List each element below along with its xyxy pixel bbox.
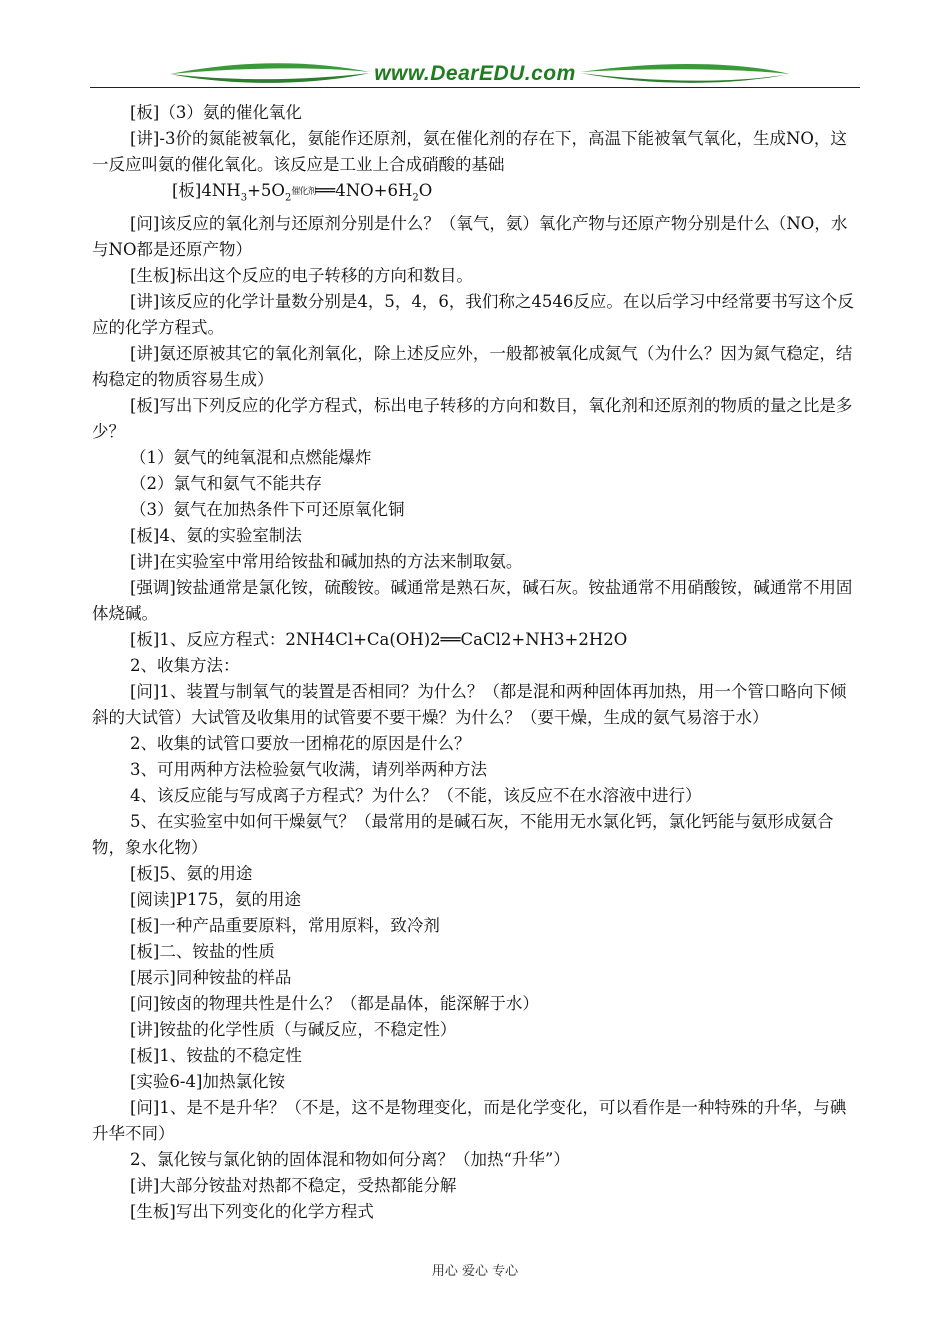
paragraph: [讲]氨还原被其它的氧化剂氧化，除上述反应外，一般都被氧化成氮气（为什么？因为氮气稳定，结构稳定的物质容易生成） [92,344,853,390]
lesson-body [92,100,862,1225]
paragraph: [讲]大部分铵盐对热都不稳定，受热都能分解 [130,1176,457,1196]
paragraph: [讲]铵盐的化学性质（与碱反应，不稳定性） [130,1020,457,1040]
paragraph: [板]5、氨的用途 [130,864,253,884]
paragraph: 2、收集方法： [130,656,240,676]
paragraph: [板]一种产品重要原料，常用原料，致冷剂 [130,916,440,936]
paragraph: [板]1、铵盐的不稳定性 [130,1046,302,1066]
paragraph: （1）氨气的纯氧混和点燃能爆炸 [130,448,372,468]
header-divider [90,87,860,88]
paragraph: [问]该反应的氧化剂与还原剂分别是什么？（氧气，氨）氧化产物与还原产物分别是什么（NO，水与NO都是还原产物） [92,214,848,260]
site-logo-text: www.DearEDU.com [374,62,576,85]
paragraph: [讲]-3价的氮能被氧化，氨能作还原剂，氨在催化剂的存在下，高温下能被氧气氧化，生成NO，这一反应叫氨的催化氧化。该反应是工业上合成硝酸的基础 [92,129,847,174]
paragraph: [生板]写出下列变化的化学方程式 [130,1202,374,1222]
paragraph: [板]写出下列反应的化学方程式，标出电子转移的方向和数目，氧化剂和还原剂的物质的量之比是多少？ [92,396,853,442]
paragraph: [板]（3）氨的催化氧化 [130,103,302,122]
paragraph: [强调]铵盐通常是氯化铵，硫酸铵。碱通常是熟石灰，碱石灰。铵盐通常不用硝酸铵，碱通常不用固体烧碱。 [92,578,853,624]
paragraph: （3）氨气在加热条件下可还原氧化铜 [130,500,405,520]
paragraph: [阅读]P175，氨的用途 [130,890,301,910]
page-footer-slogan: 用心 爱心 专心 [431,1264,519,1279]
paragraph: [板]4、氨的实验室制法 [130,526,302,546]
paragraph: [生板]标出这个反应的电子转移的方向和数目。 [130,266,473,286]
reaction-condition: 催化剂 [291,187,316,197]
paragraph: [问]1、是不是升华？（不是，这不是物理变化，而是化学变化，可以看作是一种特殊的升华，与碘升华不同） [92,1098,847,1144]
paragraph: 5、在实验室中如何干燥氨气？（最常用的是碱石灰，不能用无水氯化钙，氯化钙能与氨形成氨合物，象水化物） [92,812,834,858]
paragraph: [讲]在实验室中常用给铵盐和碱加热的方法来制取氨。 [130,552,523,572]
paragraph: [讲]该反应的化学计量数分别是4，5，4，6，我们称之4546反应。在以后学习中经常要书写这个反应的化学方程式。 [92,292,854,338]
paragraph: [展示]同种铵盐的样品 [130,968,292,988]
paragraph: 2、收集的试管口要放一团棉花的原因是什么？ [130,734,471,754]
paragraph: 2、氯化铵与氯化钠的固体混和物如何分离？（加热“升华”） [130,1150,570,1170]
paragraph: 3、可用两种方法检验氨气收满，请列举两种方法 [130,760,487,780]
paragraph: [板]1、反应方程式：2NH4Cl+Ca(OH)2══CaCl2+NH3+2H2O [130,630,628,650]
paragraph: 4、该反应能与写成离子方程式？为什么？（不能，该反应不在水溶液中进行） [130,786,702,806]
paragraph: [板]二、铵盐的性质 [130,942,275,962]
paragraph: [问]铵卤的物理共性是什么？（都是晶体，能深解于水） [130,994,539,1014]
equation-line: [板]$4NH_3+5O_2$催化剂$══4NO+6H_2O$ [172,181,433,204]
paragraph: [问]1、装置与制氧气的装置是否相同？为什么？（都是混和两种固体再加热，用一个管口略向下倾斜的大试管）大试管及收集用的试管要不要干燥？为什么？（要干燥，生成的氨气易溶于水） [92,682,847,728]
paragraph: [实验6-4]加热氯化铵 [130,1072,285,1092]
paragraph: （2）氯气和氨气不能共存 [130,474,322,494]
